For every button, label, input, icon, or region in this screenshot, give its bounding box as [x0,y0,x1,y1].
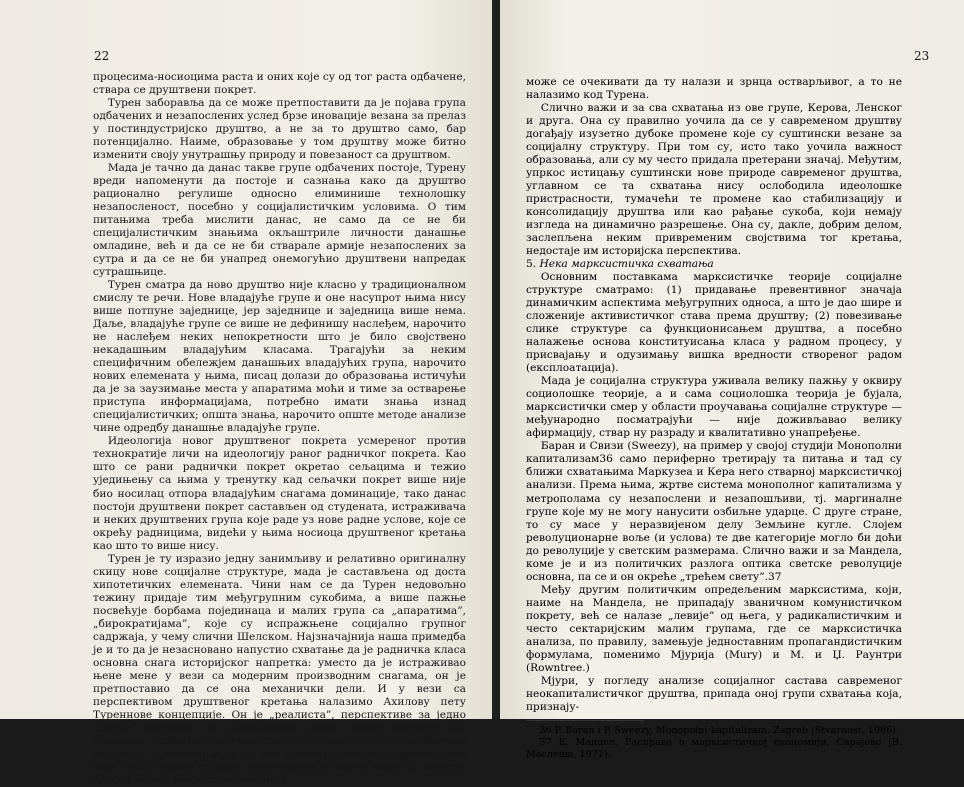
paragraph: Турен је ту изразио једну занимљиву и релативно оригиналну скицу нове социјалне структуре, мада је састављена од доста хипотетичких елемената. Чини нам се да Турен недовољно тежину придаје тим међугрупним сукобима, а више пажње посвећује борбама појединаца и малих група са „апаратима”, „бирократијама”, које су испражњене социјално групног садржаја, у чему слични Шелском. Најзначајнија наша примедба је и то да је незасновано напустио схватање да је радничка класа основна снага историјског напретка: уместо да је истраживао њене мене у вези са модерним производним снагама, он је претпоставио да се она механички дели. И у вези са перспективом друштвеног кретања налазимо Ахилову пету Туреннове концепције. Он је „реалиста”, перспективе за једно „добро” друштво, за социјализам, нема. Такве пројекте он, углавном, одбацује као утопистичке. Разлог за то се делимично налази и у чињеници да су сви пројекти изнети у француском мају 1968. године стварно неостварени у виду у којем су изнети. Али од једног теоретског мисиоца [93,552,466,786]
footnote: 36 P. Baran i P. Sweezy, Monopolni kapitalizam, Zagreb (Stvarnost, 1966). [539,724,899,736]
right-page-body [526,76,902,761]
paragraph: може се очекивати да ту налази и зрнца остварљивог, а то не налазимо код Турена. [526,76,902,102]
paragraph: Идеологија новог друштвеног покрета усмереног против технократије личи на идеологију раног радничког покрета. Као што се рани раднички покрет окретао сељацима и тежио уједињењу са њима у тренутку кад сељачки покрет више није био носилац отпора владајућим снагама доминације, тако данас постоји друштвени покрет састављен од студената, истраживача и неких друштвених група које раде уз нове радне услове, које се окрећу радницима, видећи у њима носиоца друштвеног кретања као што то више нису. [93,435,466,552]
section-title: Нека марксистичка схватања [539,258,714,271]
paragraph: Основним поставкама марксистичке теорије социјалне структуре сматрамо: (1) придавање превентивног значаја динамичким аспектима међугрупних односа, а што је дао шире и сложеније активистичког става према друштву; (2) повезивање слике структуре са функционисањем друштва, а посебно налажење основа конституисања класа у радном процесу, у присвајању и одузимању вишка вредности створеног радом (експлоатација). [526,271,902,375]
paragraph: Баран и Свизи (Sweezy), на пример у својој студији Монополни капитализам36 само периферно третирају та питања и тад су ближи схватањима Маркузеа и Кера него стварној марксистичкој анализи. Према њима, жртве система монополног капитализма у метрополама су незапослени и незапошљиви, тј. маргиналне групе које му не могу нанусити озбиљне ударце. С друге стране, то су масе у неразвијеном делу Земљине кугле. Слојем револуционарне воље (и услова) те две категорије могло би доћи до револуције у светским размерама. Слично важи и за Мандела, коме је и из политичких разлога оптика светске револуције основна, па се и он окреће „трећем свету”.37 [526,440,902,583]
paragraph: Турен сматра да ново друштво није класно у традиционалном смислу те речи. Нове владајуће групе и оне насупрот њима нису више потпуне заједнице, јер заједнице и заједница више нема. Даље, владајуће групе се више не дефинишу наслеђем, нарочито не наслеђем неких непокретности што је било својствено некадашњим владајућим класама. Трагајући за неким специфичним обележјем данашњих владајућих група, нарочито нових елемената у њима, писац долази до образовања истичући да је за заузимање места у апаратима моћи и тиме за остварење приступа информацијама, потребно имати знања изнад специјалистичких; општа знања, нарочито опште методе анализе чине одредбу данашње владајуће групе. [93,279,466,435]
page-number: 23 [914,49,930,63]
paragraph: Међу другим политичким опредељеним марксистима, који, наиме на Мандела, не припадају званичном комунистичком покрету, већ се налазе „левије” од њега, у радикалистичким и често сектаријским малим групама, где се марксистичка анализа, по правилу, замењује једноставним пропагандистичким формулама, поменимо Мјурија (Murу) и М. и Џ. Раунтри (Rowntree.) [526,583,902,674]
paragraph: Мада је тачно да данас такве групе одбачених постоје, Турену вреди напоменути да постоје и сазнања како да друштво рационално регулише односно елиминише технолошку незапосленост, посебно у социјалистичким условима. О тим питањима треба мислити данас, не само да се не би специјалистичким знањима окљаштриле личности данашње омладине, већ и да се не би стварале армије незапослених за сутра и да се не би унапред онемогућио друштвени напредак сутрашњице. [93,162,466,279]
section-number: 5. [526,258,537,271]
page-number: 22 [94,49,110,63]
footnotes [526,725,902,761]
paragraph: процесима-носиоцима раста и оних које су од тог раста одбачене, ствара се друштвени покрет. [93,71,466,97]
section-heading [526,258,902,271]
footnote: 37 Е. Мандел, Расправа о марксистичкој економији, Сарајево (В. Маслеша, 1971). [526,736,902,760]
book-gutter [492,0,500,719]
footnote-rule [526,720,644,721]
paragraph: Мјури, у погледу анализе социјалног састава савременог неокапиталистичког друштва, припада оној групи схватања која, признају- [526,674,902,713]
paragraph: Турен заборавља да се може претпоставити да је појава група одбачених и незапослених услед брзе иновације везана за прелаз у постиндустријско друштво, а не за то друштво само, бар потенцијално. Наиме, образовање у том друштву може битно изменити своју унутрашњу природу и повезаност са друштвом. [93,97,466,162]
left-page-body [93,71,466,787]
paragraph: Мада је социјална структура уживала велику пажњу у оквиру социолошке теорије, а и сама социолошка теорија је бујала, марксистички смер у области проучавања социјалне структуре — међународно посматрајући — није доживљавао велику афирмацију, ствар ну разраду и квалитативно унапређење. [526,375,902,440]
paragraph: Слично важи и за сва схватања из ове групе, Керова, Ленског и друга. Она су правилно уочила да се у савременом друштву догађају изузетно дубоке промене које су суштински везане за социјалну структуру. При том су, исто тако уочила важност образовања, али су му често придала претерани значај. Међутим, упркос истицању суштински нове природе савременог друштва, углавном се та схватања нису ослободила идеолошке пристрасности, тумачећи те промене као стабилизацију и консолидацију друштва или као рађање сукоба, који немају изгледа на динамично разрешење. Она су, дакле, добрим делом, заслепљена неким привременим својствима тог кретања, недостаје им историјска перспектива. [526,102,902,258]
